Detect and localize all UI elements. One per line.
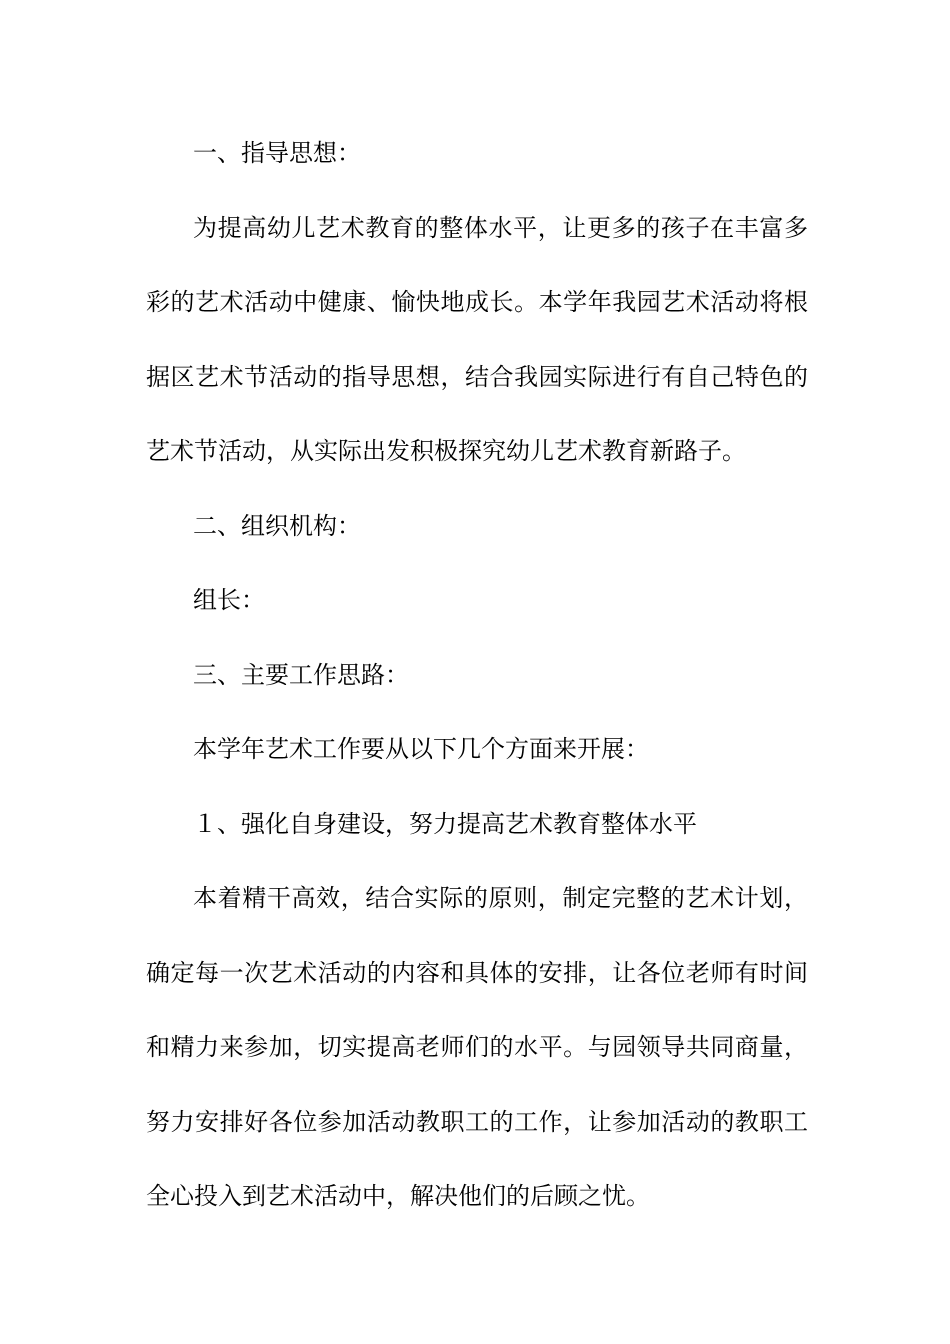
paragraph-self-construction: 本着精干高效，结合实际的原则，制定完整的艺术计划，确定每一次艺术活动的内容和具体的安排，让各位老师有时间和精力来参加，切实提高老师们的水平。与园领导共同商量，努力安排好各位参加活动教职工的工作，让参加活动的教职工全心投入到艺术活动中，解决他们的后顾之忧。 (146, 884, 808, 1210)
paragraph-guiding-ideology: 为提高幼儿艺术教育的整体水平，让更多的孩子在丰富多彩的艺术活动中健康、愉快地成长。本学年我园艺术活动将根据区艺术节活动的指导思想，结合我园实际进行有自己特色的艺术节活动，从实际出发积极探究幼儿艺术教育新路子。 (146, 213, 808, 465)
heading-work-ideas: 三、主要工作思路： (193, 660, 409, 689)
paragraph-team-leader: 组长： (193, 586, 265, 614)
heading-guiding-ideology: 一、指导思想： (193, 139, 361, 167)
paragraph-work-intro: 本学年艺术工作要从以下几个方面来开展： (193, 735, 649, 763)
subheading-self-construction: １、强化自身建设，努力提高艺术教育整体水平 (193, 809, 697, 838)
heading-organization: 二、组织机构： (193, 511, 361, 540)
document-body (146, 116, 808, 1234)
